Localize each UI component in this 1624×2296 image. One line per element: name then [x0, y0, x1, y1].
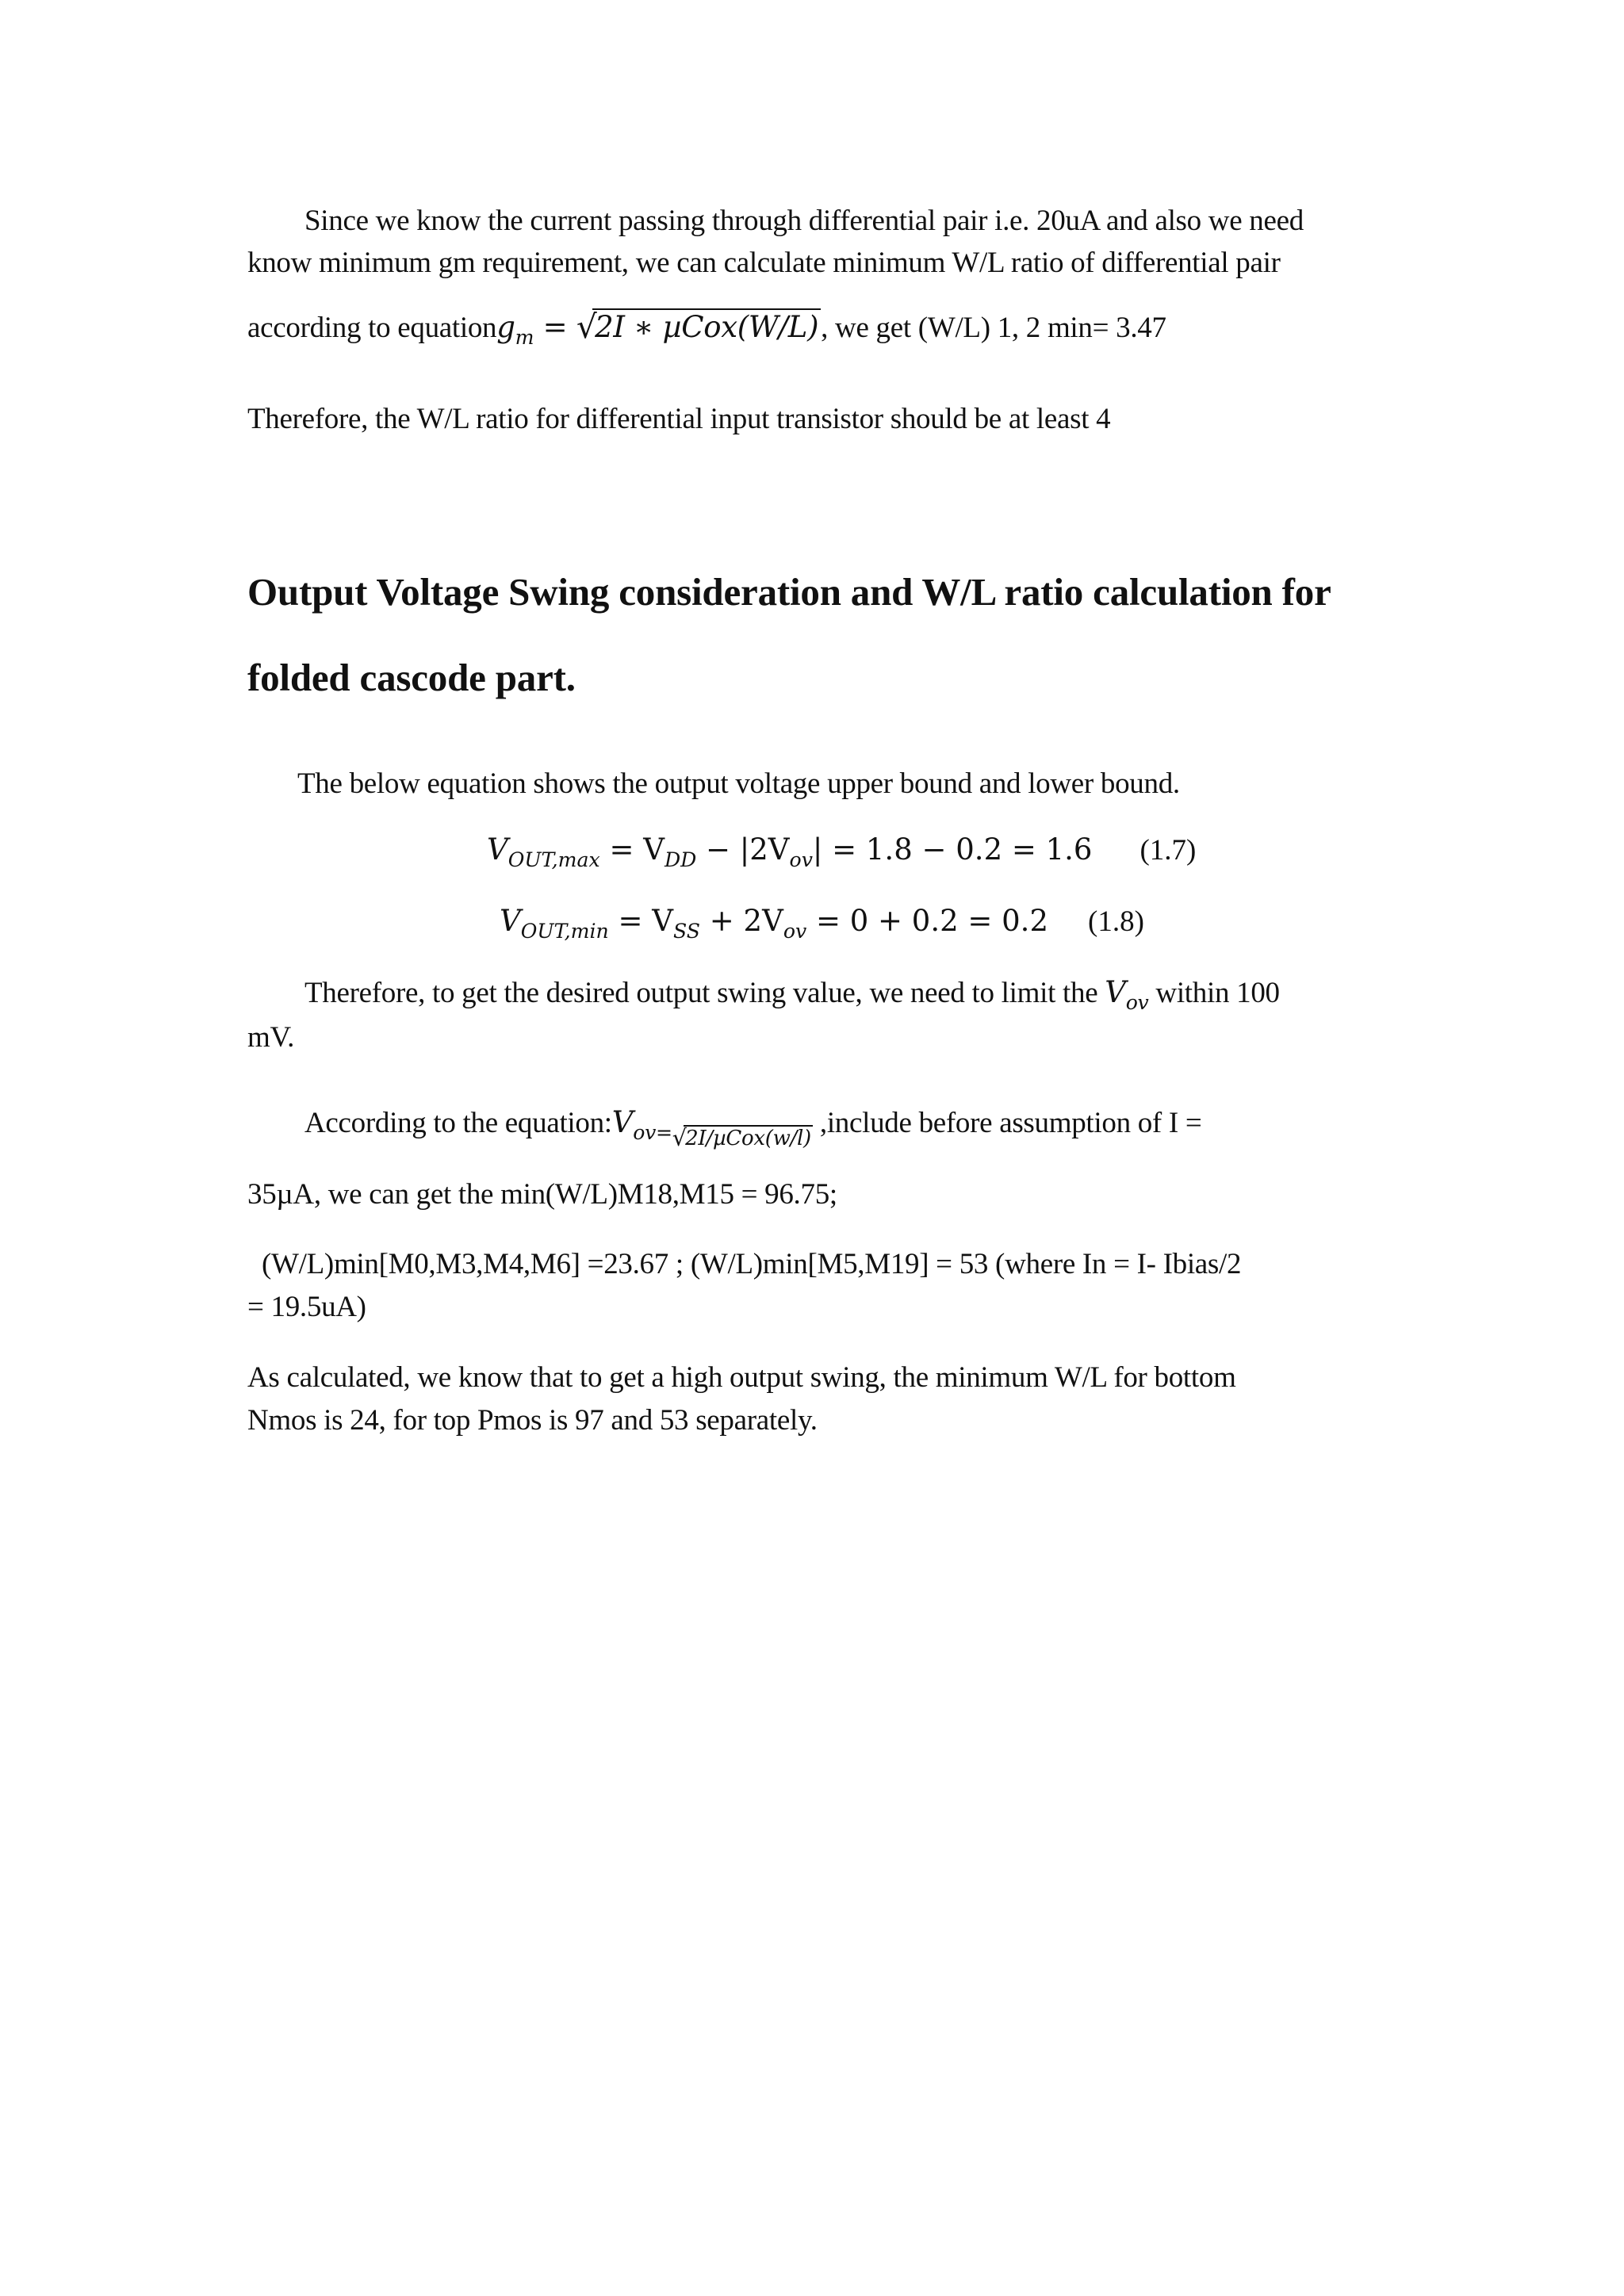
vov-symbol: $V_{ov}$	[1105, 975, 1149, 1014]
paragraph-line: Since we know the current passing through differential pair i.e. 20uA and also we need	[304, 205, 1304, 237]
paragraph-line: Therefore, to get the desired output swing value, we need to limit the $V_{ov}$ within 100	[304, 975, 1280, 1014]
paragraph-line: mV.	[247, 1021, 295, 1054]
paragraph-line: (W/L)min[M0,M3,M4,M6] =23.67 ; (W/L)min[M5,M19] = 53 (where In = I- Ibias/2	[262, 1248, 1242, 1280]
gm-symbol: $g_m$	[496, 310, 534, 349]
section-heading: folded cascode part.	[247, 656, 576, 699]
paragraph-line-with-formula: According to the $equation:V_{ov=}√$ 2I/µCox(w/l) ,include before assumption of I =	[304, 1108, 1201, 1149]
formula-suffix-text: , we get (W/L) 1, 2 min= 3.47	[821, 312, 1166, 344]
vov-formula: $V_{ov=}√$ 2I/µCox(w/l)	[612, 1105, 813, 1139]
paragraph-line: The below equation shows the output voltage upper bound and lower bound.	[297, 767, 1180, 800]
section-heading: Output Voltage Swing consideration and W/L ratio calculation for	[247, 570, 1331, 614]
equals-sign: =	[534, 310, 576, 344]
paragraph-line: = 19.5uA)	[247, 1291, 366, 1323]
square-root-formula: √ 2I ∗ µCox(W/L)	[576, 312, 821, 342]
square-root-formula: √ 2I/µCox(w/l)	[672, 1128, 813, 1149]
paragraph-line: As calculated, we know that to get a high output swing, the minimum W/L for bottom	[247, 1361, 1236, 1394]
equation-number: (1.8)	[1088, 905, 1144, 938]
paragraph-line: 35µA, we can get the min(W/L)M18,M15 = 96.75;	[247, 1178, 837, 1211]
paragraph-line-with-formula	[247, 312, 1166, 347]
paragraph-line: Nmos is 24, for top Pmos is 97 and 53 separately.	[247, 1404, 818, 1437]
equation-number: (1.7)	[1139, 834, 1197, 867]
paragraph-line: Therefore, the W/L ratio for differential input transistor should be at least 4	[247, 403, 1111, 435]
paragraph-line: know minimum gm requirement, we can calculate minimum W/L ratio of differential pair	[247, 247, 1281, 279]
formula-prefix-text: according to equation	[247, 312, 497, 344]
equation-vout-min: $V_{OUT,min} = V_{SS} + 2V_{ov} = 0 + 0.2 = 0.2$ (1.8)	[500, 904, 1144, 943]
equation-vout-max: $V_{OUT,max} = V_{DD} - |2V_{ov}| = 1.8 - 0.2 = 1.6$ (1.7)	[487, 832, 1197, 871]
